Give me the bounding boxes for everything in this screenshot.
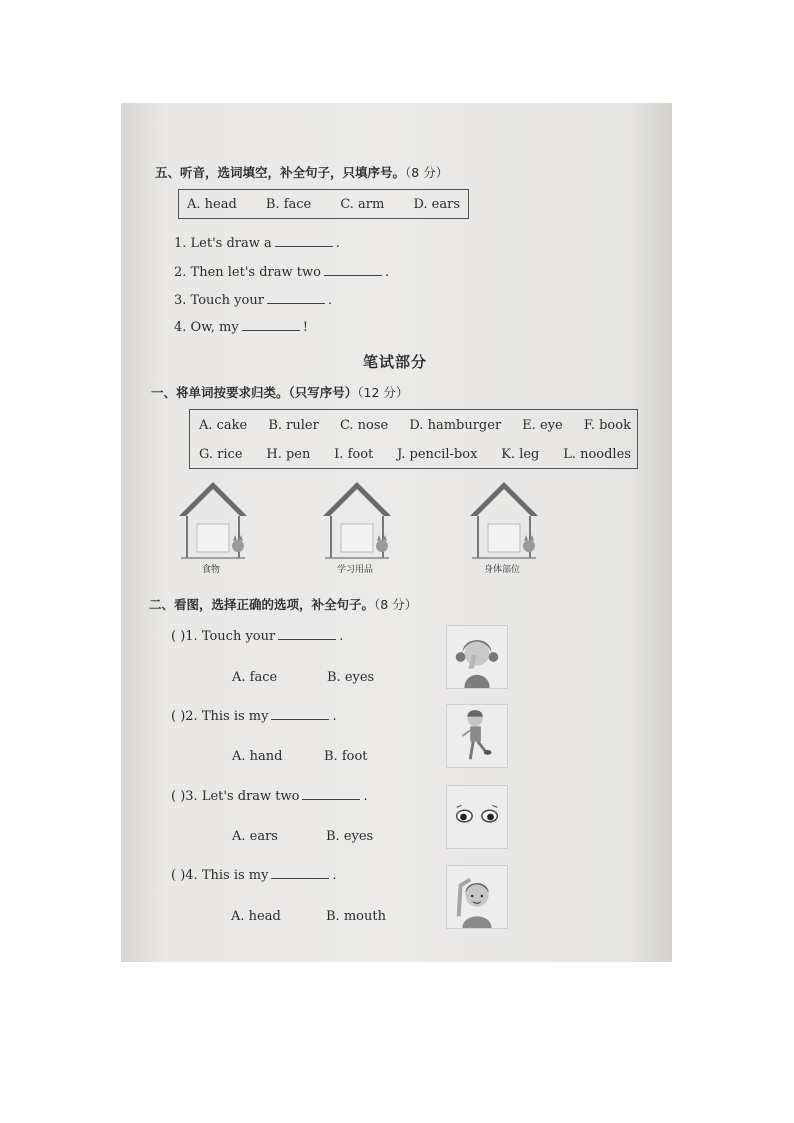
- word-item: C. nose: [339, 418, 389, 433]
- item-end: !: [302, 320, 308, 335]
- section5-item-3: [174, 291, 332, 308]
- answer-blank: [271, 707, 329, 720]
- word-row-1: [199, 418, 631, 433]
- answer-paren[interactable]: ( ): [171, 868, 186, 883]
- answer-blank: [302, 787, 360, 800]
- question-text: 1. Touch your: [185, 629, 276, 644]
- choice-b[interactable]: B. eyes: [327, 670, 375, 685]
- section2-heading: [149, 595, 417, 613]
- house-food-icon: [173, 478, 253, 560]
- word-item: D. hamburger: [409, 418, 502, 433]
- section1-points: （12 分）: [357, 385, 409, 400]
- section1-heading: [151, 383, 408, 401]
- choice-b[interactable]: B. foot: [324, 749, 368, 764]
- option-c: C. arm: [340, 196, 385, 212]
- word-item: K. leg: [501, 447, 540, 462]
- answer-blank[interactable]: [267, 291, 325, 304]
- answer-blank[interactable]: [275, 234, 333, 247]
- option-d: D. ears: [413, 196, 460, 212]
- section5-item-4: [174, 318, 308, 335]
- word-item: H. pen: [266, 447, 311, 462]
- question-1: [171, 627, 343, 644]
- section5-points: （8 分）: [405, 165, 449, 180]
- choice-a[interactable]: A. head: [231, 909, 281, 924]
- option-a: A. head: [187, 196, 237, 212]
- item-text: 4. Ow, my: [174, 320, 239, 335]
- answer-paren[interactable]: ( ): [171, 629, 186, 644]
- item-text: 2. Then let's draw two: [174, 265, 321, 280]
- question-text: 3. Let's draw two: [185, 789, 300, 804]
- question-end: .: [339, 629, 344, 644]
- word-item: J. pencil-box: [397, 447, 478, 462]
- word-item: B. ruler: [268, 418, 319, 433]
- answer-blank: [278, 627, 336, 640]
- word-item: I. foot: [334, 447, 374, 462]
- answer-blank[interactable]: [242, 318, 300, 331]
- answer-paren[interactable]: ( ): [171, 709, 186, 724]
- exam-paper: [121, 103, 672, 962]
- question-text: 4. This is my: [185, 868, 269, 883]
- question-end: .: [332, 868, 337, 883]
- word-item: A. cake: [199, 418, 248, 433]
- option-b: B. face: [265, 196, 312, 212]
- answer-blank[interactable]: [324, 263, 382, 276]
- choice-a[interactable]: A. ears: [232, 829, 278, 844]
- answer-blank: [271, 866, 329, 879]
- boy-kicking-foot-icon: [446, 704, 508, 768]
- question-4: [171, 866, 337, 883]
- choice-b[interactable]: B. eyes: [326, 829, 374, 844]
- word-list-box: [189, 409, 638, 469]
- question-text: 2. This is my: [185, 709, 269, 724]
- question-end: .: [332, 709, 337, 724]
- house-label-food: 食物: [201, 565, 220, 575]
- boy-touching-head-icon: [446, 865, 508, 929]
- section5-heading: [155, 163, 448, 181]
- section5-option-box: [178, 189, 469, 219]
- item-end: .: [327, 293, 333, 308]
- item-end: .: [335, 236, 340, 251]
- word-item: F. book: [583, 418, 631, 433]
- section2-points: （8 分）: [374, 597, 418, 612]
- house-body-parts-icon: [464, 478, 544, 560]
- choice-b[interactable]: B. mouth: [326, 909, 386, 924]
- choice-a[interactable]: A. hand: [232, 749, 283, 764]
- item-end: .: [384, 265, 390, 280]
- house-label-stationery: 学习用品: [336, 565, 373, 575]
- section5-item-1: [174, 234, 340, 251]
- house-stationery-icon: [317, 478, 397, 560]
- word-item: E. eye: [522, 418, 563, 433]
- section5-item-2: [174, 263, 389, 280]
- item-text: 1. Let's draw a: [174, 236, 272, 251]
- house-label-body-parts: 身体部位: [483, 565, 520, 575]
- word-item: G. rice: [199, 447, 243, 462]
- girl-touching-eyes-icon: [446, 625, 508, 689]
- word-item: L. noodles: [563, 447, 631, 462]
- two-eyes-icon: [446, 785, 508, 849]
- question-end: .: [363, 789, 368, 804]
- word-row-2: [199, 447, 631, 462]
- section2-heading-text: 二、看图，选择正确的选项，补全句子。: [149, 597, 375, 612]
- answer-paren[interactable]: ( ): [171, 789, 186, 804]
- section1-heading-text: 一、将单词按要求归类。（只写序号）: [151, 385, 358, 400]
- choice-a[interactable]: A. face: [232, 670, 278, 685]
- question-3: [171, 787, 368, 804]
- question-2: [171, 707, 337, 724]
- written-part-title: 笔试部分: [363, 353, 428, 371]
- item-text: 3. Touch your: [174, 293, 264, 308]
- section5-heading-text: 五、听音，选词填空，补全句子，只填序号。: [155, 165, 406, 180]
